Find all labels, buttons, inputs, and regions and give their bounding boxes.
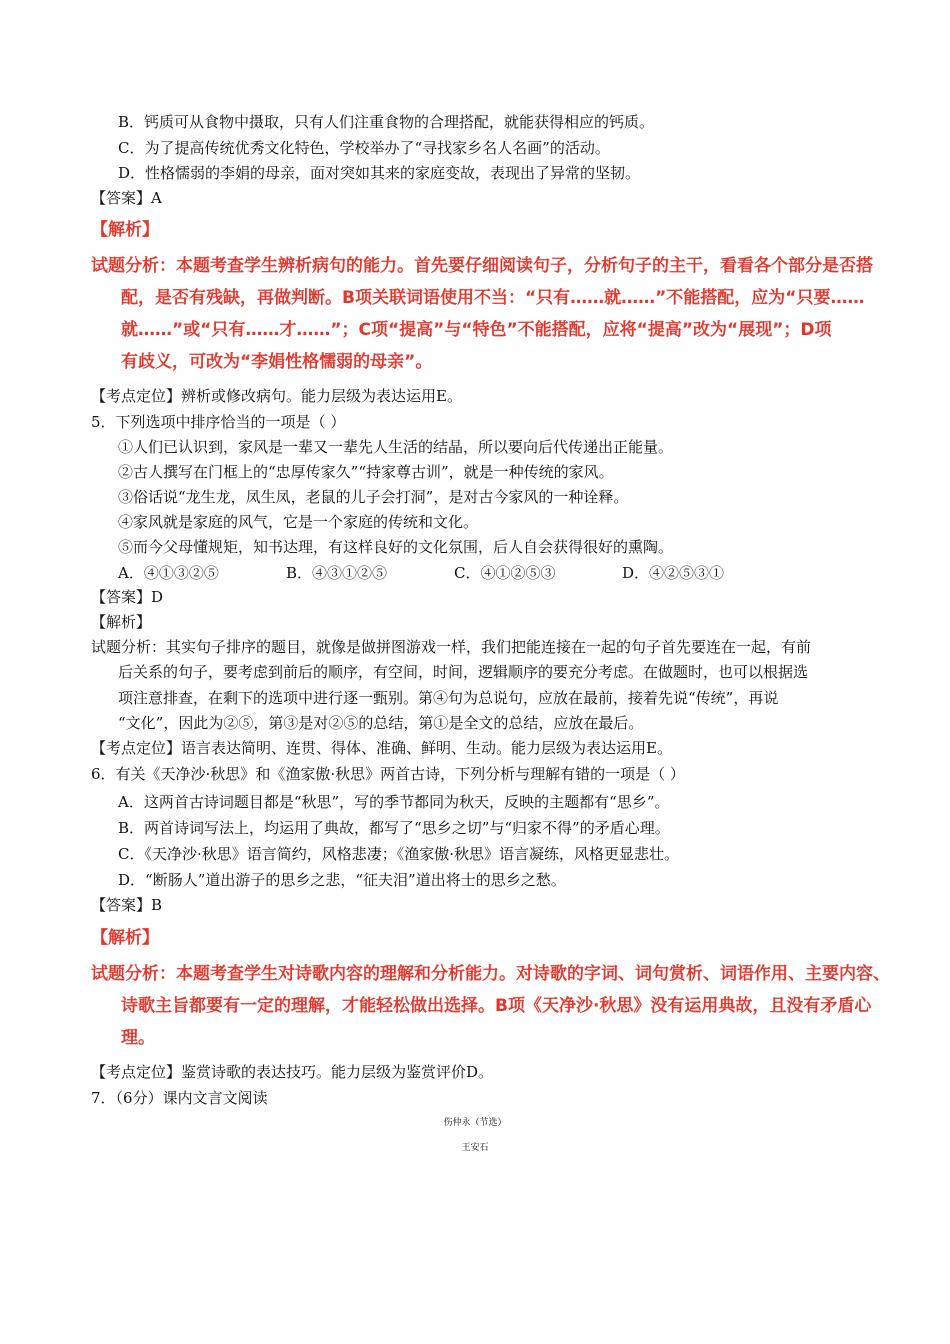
q6-stem: 6．有关《天净沙·秋思》和《渔家傲·秋思》两首古诗，下列分析与理解有错的一项是（ ）: [91, 765, 685, 783]
q6-analysis-line: 诗歌主旨都要有一定的理解，才能轻松做出选择。B项《天净沙·秋思》没有运用典故，且没有矛盾心: [121, 996, 872, 1016]
q6-analysis-title: 【解析】: [91, 928, 159, 948]
q4-kaodian: 【考点定位】辨析或修改病句。能力层级为表达运用E。: [91, 387, 462, 405]
q6-option-d: D．“断肠人”道出游子的思乡之悲，“征夫泪”道出将士的思乡之愁。: [118, 871, 566, 889]
q5-analysis-line: 项注意排查，在剩下的选项中进行逐一甄别。第④句为总说句，应放在最前，接着先说“传统”，再说: [118, 689, 779, 707]
q7-stem: 7．（6分）课内文言文阅读: [91, 1089, 268, 1107]
q5-kaodian: 【考点定位】语言表达简明、连贯、得体、准确、鲜明、生动。能力层级为表达运用E。: [91, 739, 672, 757]
passage-author: 王安石: [461, 1143, 489, 1153]
q4-option-d: D．性格懦弱的李娟的母亲，面对突如其来的家庭变故，表现出了异常的坚韧。: [118, 164, 641, 182]
q5-option-c: C．④①②⑤③: [454, 564, 556, 582]
q6-option-b: B．两首诗词写法上，均运用了典故，都写了“思乡之切”与“归家不得”的矛盾心理。: [118, 819, 670, 837]
q6-option-a: A．这两首古诗词题目都是“秋思”，写的季节都同为秋天，反映的主题都有“思乡”。: [118, 793, 670, 811]
q4-option-b: B．钙质可从食物中摄取，只有人们注重食物的合理搭配，就能获得相应的钙质。: [118, 113, 655, 131]
q5-sentence: ①人们已认识到，家风是一辈又一辈先人生活的结晶，所以要向后代传递出正能量。: [118, 438, 674, 456]
q6-answer: 【答案】B: [91, 896, 163, 914]
q5-sentence: ⑤而今父母懂规矩，知书达理，有这样良好的文化氛围，后人自会获得很好的熏陶。: [118, 538, 674, 556]
q6-analysis-line: 试题分析：本题考查学生对诗歌内容的理解和分析能力。对诗歌的字词、词句赏析、词语作用、主要内容、: [91, 964, 890, 984]
q5-option-a: A．④①③②⑤: [118, 564, 219, 582]
q5-stem: 5．下列选项中排序恰当的一项是（ ）: [91, 413, 346, 431]
q5-option-b: B．④③①②⑤: [286, 564, 388, 582]
q5-sentence: ③俗话说“龙生龙，凤生凤，老鼠的儿子会打洞”，是对古今家风的一种诠释。: [118, 488, 629, 506]
q5-answer: 【答案】D: [91, 588, 164, 606]
q5-analysis-title: 【解析】: [91, 613, 152, 631]
q4-analysis-line: 有歧义，可改为“李娟性格懦弱的母亲”。: [121, 352, 433, 372]
q6-option-c: C．《天净沙·秋思》语言简约，风格悲凄；《渔家傲·秋思》语言凝练，风格更显悲壮。: [118, 845, 680, 863]
q4-answer: 【答案】A: [91, 189, 162, 207]
q4-analysis-line: 试题分析：本题考查学生辨析病句的能力。首先要仔细阅读句子，分析句子的主干，看看各个部分是否搭: [91, 256, 873, 276]
q5-analysis-line: 后关系的句子，要考虑到前后的顺序，有空间，时间，逻辑顺序的要充分考虑。在做题时，也可以根据选: [118, 663, 809, 681]
q5-analysis-line: 试题分析：其实句子排序的题目，就像是做拼图游戏一样，我们把能连接在一起的句子首先要连在一起，有前: [91, 638, 812, 656]
q6-kaodian: 【考点定位】鉴赏诗歌的表达技巧。能力层级为鉴赏评价D。: [91, 1063, 494, 1081]
q6-analysis-line: 理。: [121, 1028, 155, 1048]
q4-option-c: C．为了提高传统优秀文化特色，学校举办了“寻找家乡名人名画”的活动。: [118, 139, 610, 157]
q5-sentence: ④家风就是家庭的风气，它是一个家庭的传统和文化。: [118, 513, 479, 531]
passage-title: 伤仲永（节选）: [443, 1118, 507, 1128]
q5-analysis-line: “文化”，因此为②⑤，第③是对②⑤的总结，第①是全文的总结，应放在最后。: [118, 714, 644, 732]
q4-analysis-line: 就……”或“只有……才……”；C项“提高”与“特色”不能搭配，应将“提高”改为“展现”；D项: [121, 320, 832, 340]
q5-sentence: ②古人撰写在门框上的“忠厚传家久”“持家尊古训”，就是一种传统的家风。: [118, 463, 614, 481]
q4-analysis-title: 【解析】: [91, 220, 159, 240]
q4-analysis-line: 配，是否有残缺，再做判断。B项关联词语使用不当：“只有……就……”不能搭配，应为“只要……: [121, 288, 865, 308]
q5-option-d: D．④②⑤③①: [622, 564, 725, 582]
